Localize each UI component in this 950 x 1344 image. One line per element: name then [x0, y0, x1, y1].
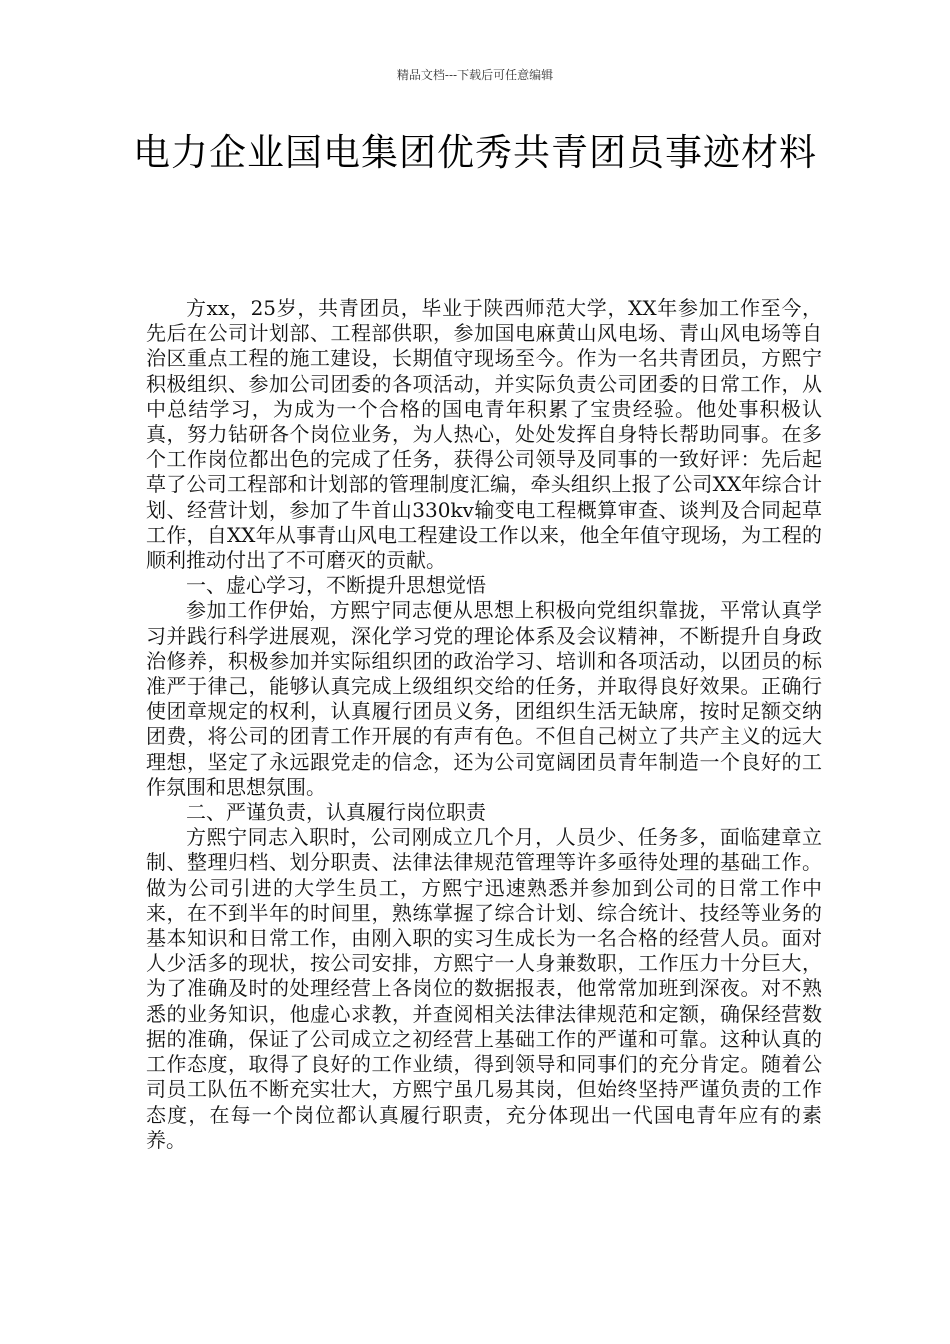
document-body — [146, 296, 822, 1153]
paragraph-section-2: 方熙宁同志入职时，公司刚成立几个月，人员少、任务多，面临建章立制、整理归档、划分职责、法律法律规范管理等许多亟待处理的基础工作。做为公司引进的大学生员工，方熙宁迅速熟悉并参加到公司的日常工作中来，在不到半年的时间里，熟练掌握了综合计划、综合统计、技经等业务的基本知识和日常工作，由刚入职的实习生成长为一名合格的经营人员。面对人少活多的现状，按公司安排，方熙宁一人身兼数职，工作压力十分巨大，为了准确及时的处理经营上各岗位的数据报表，他常常加班到深夜。对不熟悉的业务知识，他虚心求教，并查阅相关法律法律规范和定额，确保经营数据的准确，保证了公司成立之初经营上基础工作的严谨和可靠。这种认真的工作态度，取得了良好的工作业绩，得到领导和同事们的充分肯定。随着公司员工队伍不断充实壮大，方熙宁虽几易其岗，但始终坚持严谨负责的工作态度，在每一个岗位都认真履行职责，充分体现出一代国电青年应有的素养。 — [146, 825, 822, 1152]
header-note: 精品文档---下载后可任意编辑 — [396, 68, 554, 82]
paragraph-section-1: 参加工作伊始，方熙宁同志便从思想上积极向党组织靠拢，平常认真学习并践行科学进展观，深化学习党的理论体系及会议精神，不断提升自身政治修养，积极参加并实际组织团的政治学习、培训和各项活动，以团员的标准严于律己，能够认真完成上级组织交给的任务，并取得良好效果。正确行使团章规定的权利，认真履行团员义务，团组织生活无缺席，按时足额交纳团费，将公司的团青工作开展的有声有色。不但自己树立了共产主义的远大理想，坚定了永远跟党走的信念，还为公司宽阔团员青年制造一个良好的工作氛围和思想氛围。 — [146, 598, 822, 799]
section-heading-2: 二、严谨负责，认真履行岗位职责 — [186, 800, 486, 825]
paragraph-intro: 方xx，25岁，共青团员，毕业于陕西师范大学，XX年参加工作至今，先后在公司计划部、工程部供职，参加国电麻黄山风电场、青山风电场等自治区重点工程的施工建设，长期值守现场至今。作为一名共青团员，方熙宁积极组织、参加公司团委的各项活动，并实际负责公司团委的日常工作，从中总结学习，为成为一个合格的国电青年积累了宝贵经验。他处事积极认真，努力钻研各个岗位业务，为人热心，处处发挥自身特长帮助同事。在多个工作岗位都出色的完成了任务，获得公司领导及同事的一致好评：先后起草了公司工程部和计划部的管理制度汇编，牵头组织上报了公司XX年综合计划、经营计划，参加了牛首山330kv输变电工程概算审查、谈判及合同起草工作，自XX年从事青山风电工程建设工作以来，他全年值守现场，为工程的顺利推动付出了不可磨灭的贡献。 — [146, 296, 822, 573]
document-title: 电力企业国电集团优秀共青团员事迹材料 — [133, 131, 817, 174]
section-heading-1: 一、虚心学习，不断提升思想觉悟 — [186, 573, 486, 598]
